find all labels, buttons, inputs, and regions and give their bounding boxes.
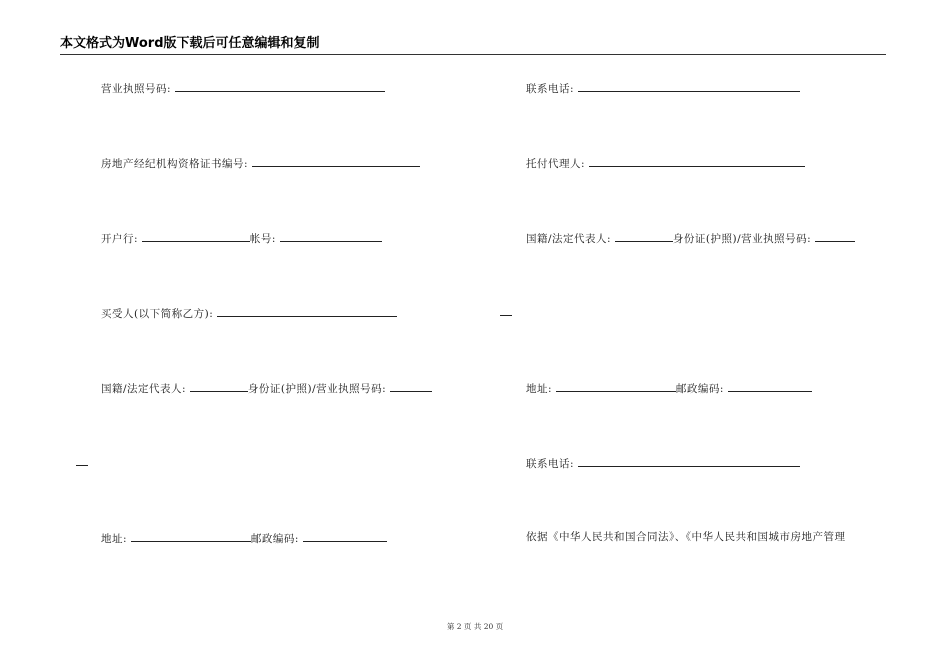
left-address-label: 地址: [101,533,128,545]
business-license-label: 营业执照号码: [101,83,172,95]
right-id-blank [815,230,855,242]
agent-line [526,155,805,171]
page-unit: 页 [463,622,472,631]
bank-label: 开户行: [101,233,139,245]
left-nationality-blank [190,380,248,392]
right-phone-label: 联系电话: [526,83,575,95]
right-nationality-line [526,230,855,246]
right-phone-blank-2 [578,455,800,467]
bank-blank [142,230,250,242]
left-address-blank [131,530,251,542]
agent-blank [589,155,805,167]
buyer-line [101,305,397,321]
agency-cert-blank [252,155,420,167]
right-postcode-label: 邮政编码: [675,383,724,395]
right-nationality-label: 国籍/法定代表人: [526,233,612,245]
business-license-blank [175,80,385,92]
header-title: 本文格式为Word版下载后可任意编辑和复制 [60,36,320,51]
left-id-label: 身份证(护照)/营业执照号码: [247,383,387,395]
right-nationality-blank [615,230,673,242]
buyer-label: 买受人(以下简称乙方): [101,308,214,320]
right-phone-line-2 [526,455,800,471]
bank-account-line [101,230,382,246]
account-blank [280,230,382,242]
right-address-line [526,380,812,396]
left-id-blank-continuation [76,465,88,466]
right-phone-line [526,80,800,96]
agent-label: 托付代理人: [526,158,586,170]
right-postcode-blank [728,380,812,392]
basis-text: 依据《中华人民共和国合同法》、《中华人民共和国城市房地产管理 [526,531,846,543]
left-address-line [101,530,387,546]
right-phone-blank [578,80,800,92]
business-license-line [101,80,385,96]
left-postcode-blank [303,530,387,542]
page-current: 2 [456,622,462,631]
right-phone-label-2: 联系电话: [526,458,575,470]
page-total-unit: 页 [495,622,504,631]
left-id-blank [390,380,432,392]
buyer-blank [217,305,397,317]
agency-cert-label: 房地产经纪机构资格证书编号: [101,158,249,170]
right-id-label: 身份证(护照)/营业执照号码: [672,233,812,245]
left-nationality-line [101,380,432,396]
right-id-blank-continuation [500,315,512,316]
page-number [0,622,950,632]
page-prefix: 第 [446,622,455,631]
left-nationality-label: 国籍/法定代表人: [101,383,187,395]
left-postcode-label: 邮政编码: [250,533,299,545]
agency-cert-line [101,155,420,171]
page-of: 共 [473,622,482,631]
right-address-label: 地址: [526,383,553,395]
account-label: 帐号: [249,233,276,245]
page-header [60,36,886,55]
basis-line [526,530,846,544]
page-total: 20 [483,622,494,631]
right-address-blank [556,380,676,392]
